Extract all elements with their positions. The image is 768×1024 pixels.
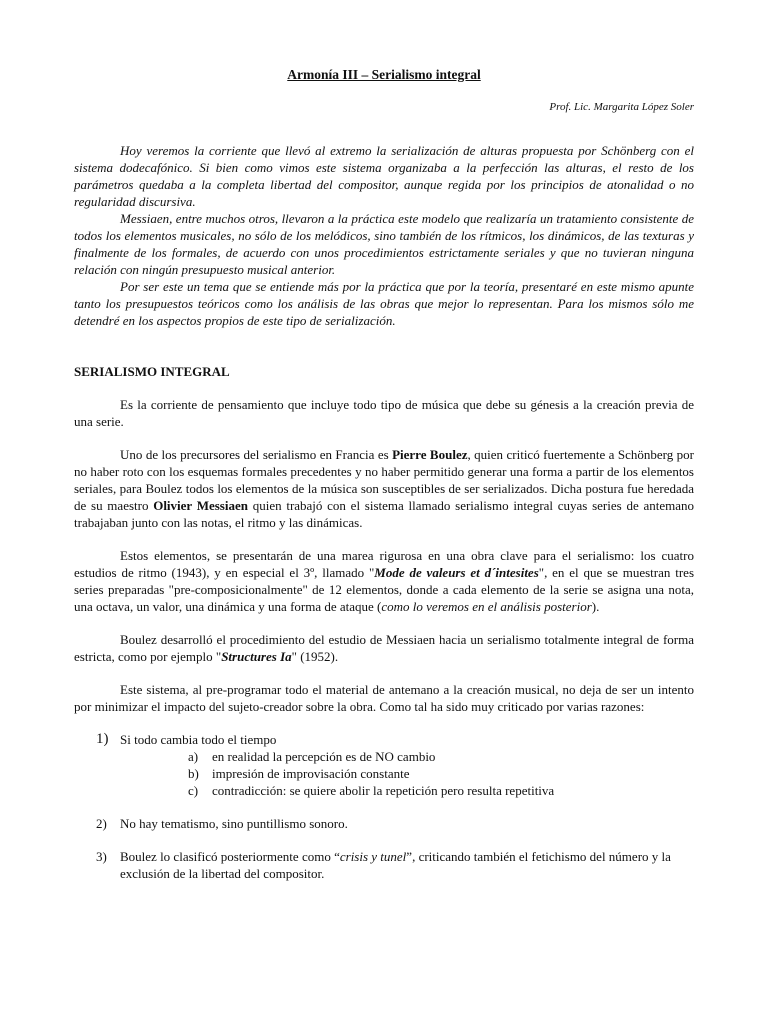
intro-paragraph: Messiaen, entre muchos otros, llevaron a la práctica este modelo que realizaría un tratamiento consistente de todos los elementos musicales, no sólo de los melódicos, sino también de los rítmicos, los dinámicos, de las texturas y finalmente de los formales, de acuerdo con unos procedimientos estrictamente seriales y que no tuvieran ninguna relación con ningún presupuesto musical anterior. — [74, 211, 694, 277]
sub-list-text: contradicción: se quiere abolir la repetición pero resulta repetitiva — [212, 783, 555, 798]
body-paragraph: Este sistema, al pre-programar todo el material de antemano a la creación musical, no deja de ser un intento por minimizar el impacto del sujeto-creador sobre la obra. Como tal ha sido muy criticado por varias razones: — [74, 682, 694, 714]
sub-list — [120, 748, 694, 799]
name-pierre-boulez: Pierre Boulez — [392, 447, 468, 462]
list-item — [74, 815, 694, 832]
list-item-text: No hay tematismo, sino puntillismo sonoro. — [120, 816, 348, 831]
body-paragraph — [74, 446, 694, 531]
text-run: Uno de los precursores del serialismo en Francia es — [120, 447, 393, 462]
list-number: 2) — [96, 816, 107, 831]
sub-list-letter: c) — [188, 783, 199, 798]
list-item — [74, 731, 694, 799]
list-number: 1) — [96, 731, 109, 747]
list-item-text: Si todo cambia todo el tiempo — [120, 732, 277, 747]
body-section — [74, 396, 694, 882]
body-paragraph: Es la corriente de pensamiento que incluye todo tipo de música que debe su génesis a la creación previa de una serie. — [74, 397, 694, 429]
body-paragraph — [74, 631, 694, 665]
body-paragraph — [74, 547, 694, 615]
text-run: Boulez lo clasificó posteriormente como “ — [120, 849, 340, 864]
text-run: ”, criticando también el fetichismo del número y la exclusión de la libertad del compositor. — [120, 849, 671, 881]
intro-paragraph: Hoy veremos la corriente que llevó al extremo la serialización de alturas propuesta por Schönberg con el sistema dodecafónico. Si bien como vimos este sistema organizaba a la perfección las alturas, el resto de los parámetros quedaba a la completa libertad del compositor, aunque regida por los principios de atonalidad o no regularidad discursiva. — [74, 143, 694, 209]
sub-list-item — [188, 748, 694, 765]
sub-list-text: impresión de improvisación constante — [212, 766, 410, 781]
work-title-mode-de-valeurs: Mode de valeurs et d´intesites — [374, 565, 539, 580]
criticism-list — [74, 731, 694, 882]
text-run: ). — [591, 599, 600, 614]
text-run: Estos elementos, se presentarán de una marea rigurosa en una obra clave para el serialismo: los cuatro estudios de ritmo (1943), y en especial el 3º, llamado " — [74, 548, 694, 580]
text-run: ", en el que se muestran tres series preparadas "pre-composicionalmente" de 12 elementos, donde a cada elemento de la serie se asigna una nota, una octava, un valor, una dinámica y una forma de ataque ( — [74, 565, 694, 614]
name-olivier-messiaen: Olivier Messiaen — [153, 498, 248, 513]
text-run: quien trabajó con el sistema llamado serialismo integral cuyas series de antemano trabajaban junto con las notas, el ritmo y las dinámicas. — [74, 498, 694, 530]
section-heading: SERIALISMO INTEGRAL — [74, 364, 230, 379]
sub-list-text: en realidad la percepción es de NO cambio — [212, 749, 436, 764]
document-title: Armonía III – Serialismo integral — [287, 67, 481, 82]
text-run: , quien criticó fuertemente a Schönberg por no haber roto con los esquemas formales precedentes y no haber permitido generar una forma a partir de los elementos seriales, para Boulez todos los elementos de la música son susceptibles de ser serializados. Dicha postura fue heredada de su maestro — [74, 447, 694, 513]
intro-section — [74, 142, 694, 329]
sub-list-item — [188, 765, 694, 782]
sub-list-letter: b) — [188, 766, 199, 781]
sub-list-item — [188, 782, 694, 799]
intro-paragraph: Por ser este un tema que se entiende más por la práctica que por la teoría, presentaré en este mismo apunte tanto los presupuestos teóricos como los análisis de las obras que mejor lo representan. Para los mismos sólo me detendré en los aspectos propios de este tipo de serialización. — [74, 279, 694, 328]
italic-note: como lo veremos en el análisis posterior — [381, 599, 592, 614]
work-title-structures: Structures Ia — [221, 649, 292, 664]
italic-quote: crisis y tunel — [339, 849, 407, 864]
list-item — [74, 848, 694, 882]
list-number: 3) — [96, 849, 107, 864]
author-line: Prof. Lic. Margarita López Soler — [549, 101, 694, 113]
text-run: Boulez desarrolló el procedimiento del estudio de Messiaen hacia un serialismo totalmente integral de forma estricta, como por ejemplo " — [74, 632, 694, 664]
sub-list-letter: a) — [188, 749, 199, 764]
text-run: " (1952). — [291, 649, 339, 664]
